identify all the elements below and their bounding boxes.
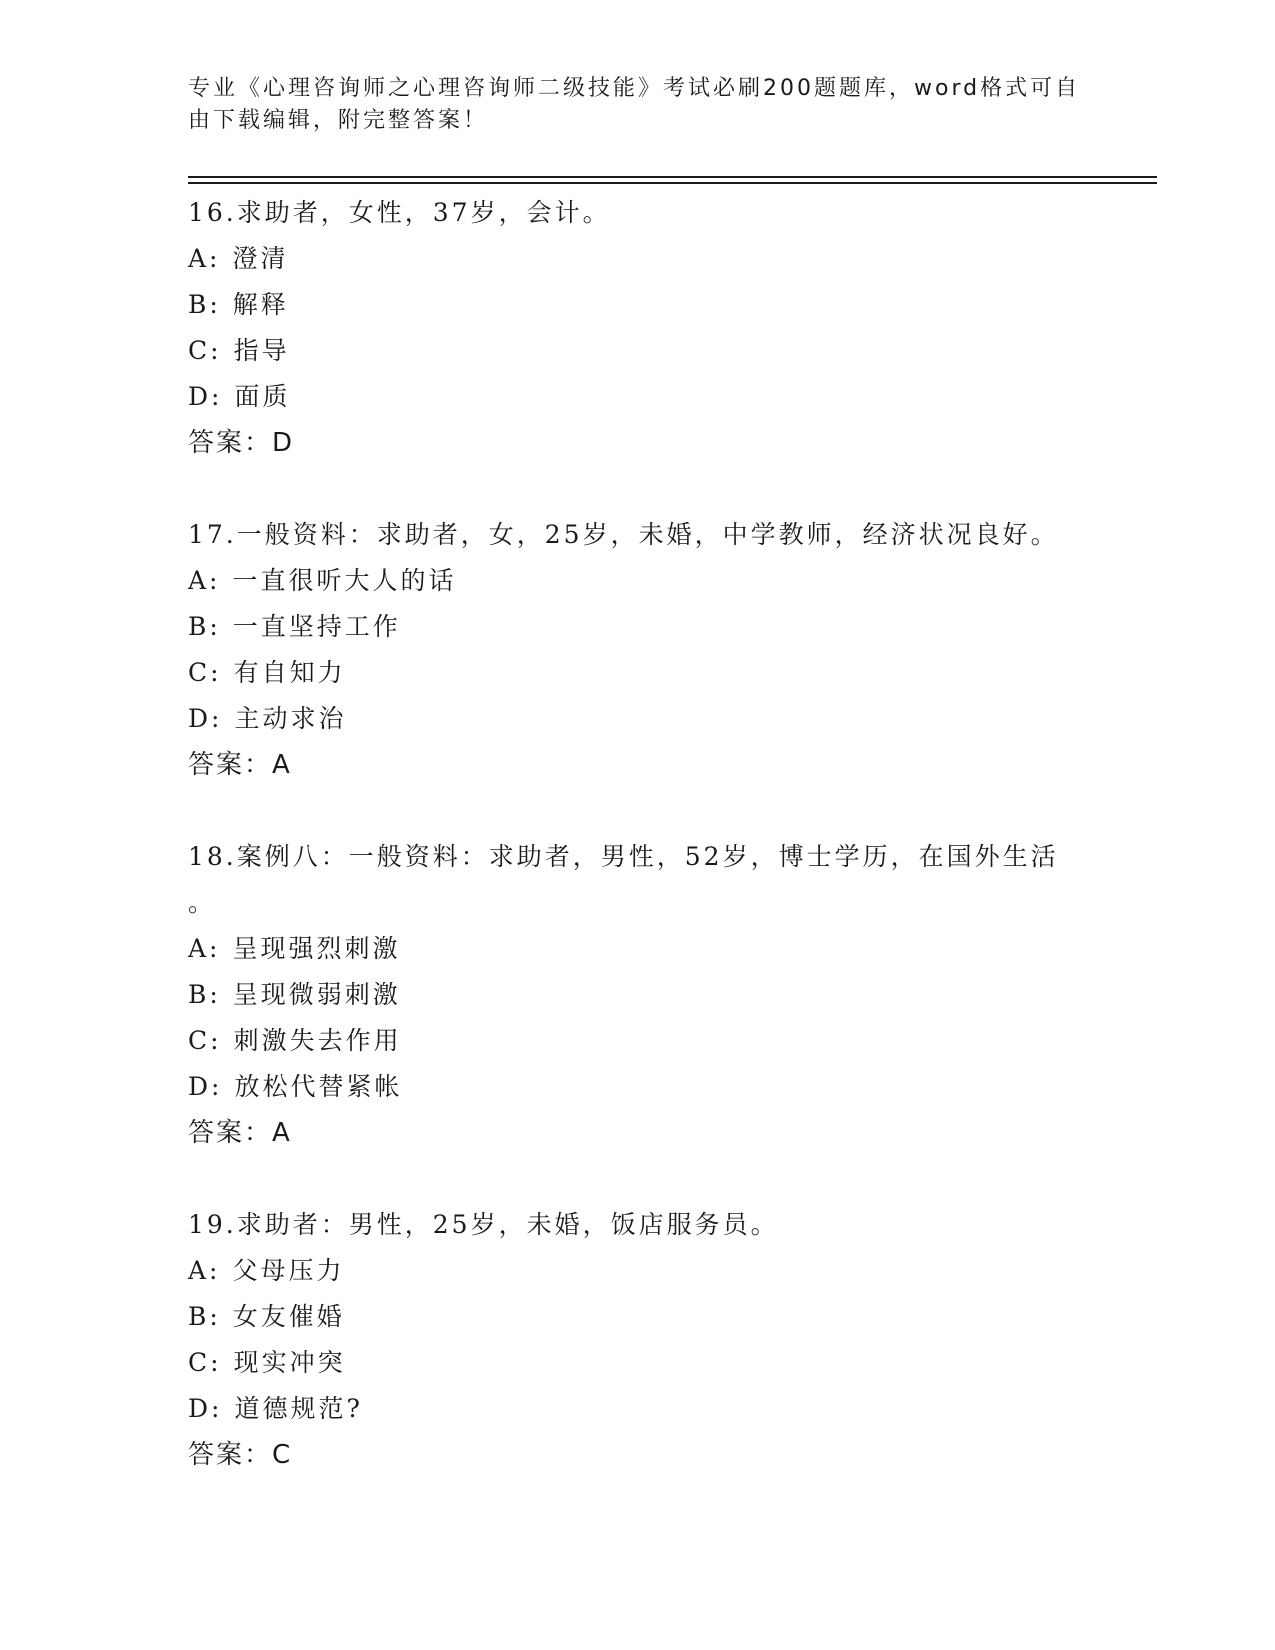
question-18 xyxy=(188,834,1088,1156)
option-key: D: xyxy=(188,1394,223,1423)
option-key: A: xyxy=(188,566,221,595)
option-c xyxy=(188,1340,1088,1386)
option-a xyxy=(188,558,1088,604)
option-text: 道德规范? xyxy=(234,1394,363,1423)
option-text: 放松代替紧帐 xyxy=(234,1072,403,1101)
option-text: 面质 xyxy=(234,382,291,411)
option-key: D: xyxy=(188,704,223,733)
header-divider-bottom xyxy=(188,182,1157,184)
header-line-1: 专业《心理咨询师之心理咨询师二级技能》考试必刷200题题库，word格式可自 xyxy=(188,76,1081,101)
answer: 答案：D xyxy=(188,428,295,458)
answer: 答案：A xyxy=(188,1118,292,1148)
option-b xyxy=(188,282,1088,328)
option-b xyxy=(188,1294,1088,1340)
question-stem: 19.求助者：男性，25岁，未婚，饭店服务员。 xyxy=(188,1210,779,1239)
option-text: 女友催婚 xyxy=(232,1302,345,1331)
option-key: C: xyxy=(188,1348,222,1377)
option-text: 父母压力 xyxy=(232,1256,345,1285)
option-text: 澄清 xyxy=(232,244,289,273)
option-key: A: xyxy=(188,244,221,273)
option-key: B: xyxy=(188,980,221,1009)
option-b xyxy=(188,972,1088,1018)
option-key: C: xyxy=(188,658,222,687)
option-c xyxy=(188,650,1088,696)
option-c xyxy=(188,328,1088,374)
option-text: 刺激失去作用 xyxy=(233,1026,402,1055)
option-text: 现实冲突 xyxy=(233,1348,346,1377)
option-text: 指导 xyxy=(233,336,290,365)
option-key: C: xyxy=(188,1026,222,1055)
option-d xyxy=(188,696,1088,742)
option-key: C: xyxy=(188,336,222,365)
option-key: A: xyxy=(188,1256,221,1285)
option-d xyxy=(188,1386,1088,1432)
document-header xyxy=(188,73,1088,137)
question-stem-continuation: 。 xyxy=(188,888,217,917)
option-text: 呈现微弱刺激 xyxy=(232,980,401,1009)
answer: 答案：A xyxy=(188,750,292,780)
option-text: 主动求治 xyxy=(234,704,347,733)
header-divider-top xyxy=(188,176,1157,178)
option-text: 一直很听大人的话 xyxy=(232,566,457,595)
option-key: B: xyxy=(188,1302,221,1331)
answer: 答案：C xyxy=(188,1440,293,1470)
question-stem: 17.一般资料：求助者，女，25岁，未婚，中学教师，经济状况良好。 xyxy=(188,520,1059,549)
option-key: A: xyxy=(188,934,221,963)
option-key: D: xyxy=(188,1072,223,1101)
option-text: 呈现强烈刺激 xyxy=(232,934,401,963)
option-c xyxy=(188,1018,1088,1064)
question-17 xyxy=(188,512,1088,788)
option-text: 一直坚持工作 xyxy=(232,612,401,641)
question-stem: 18.案例八：一般资料：求助者，男性，52岁，博士学历，在国外生活 xyxy=(188,842,1059,871)
question-stem: 16.求助者，女性，37岁，会计。 xyxy=(188,198,611,227)
option-b xyxy=(188,604,1088,650)
option-key: D: xyxy=(188,382,223,411)
question-16 xyxy=(188,190,1088,466)
option-text: 有自知力 xyxy=(233,658,346,687)
option-d xyxy=(188,1064,1088,1110)
header-line-2: 由下载编辑，附完整答案！ xyxy=(188,108,489,133)
option-a xyxy=(188,236,1088,282)
option-d xyxy=(188,374,1088,420)
option-key: B: xyxy=(188,612,221,641)
option-key: B: xyxy=(188,290,221,319)
option-a xyxy=(188,1248,1088,1294)
option-text: 解释 xyxy=(232,290,289,319)
question-19 xyxy=(188,1202,1088,1478)
option-a xyxy=(188,926,1088,972)
question-list xyxy=(188,190,1088,1524)
